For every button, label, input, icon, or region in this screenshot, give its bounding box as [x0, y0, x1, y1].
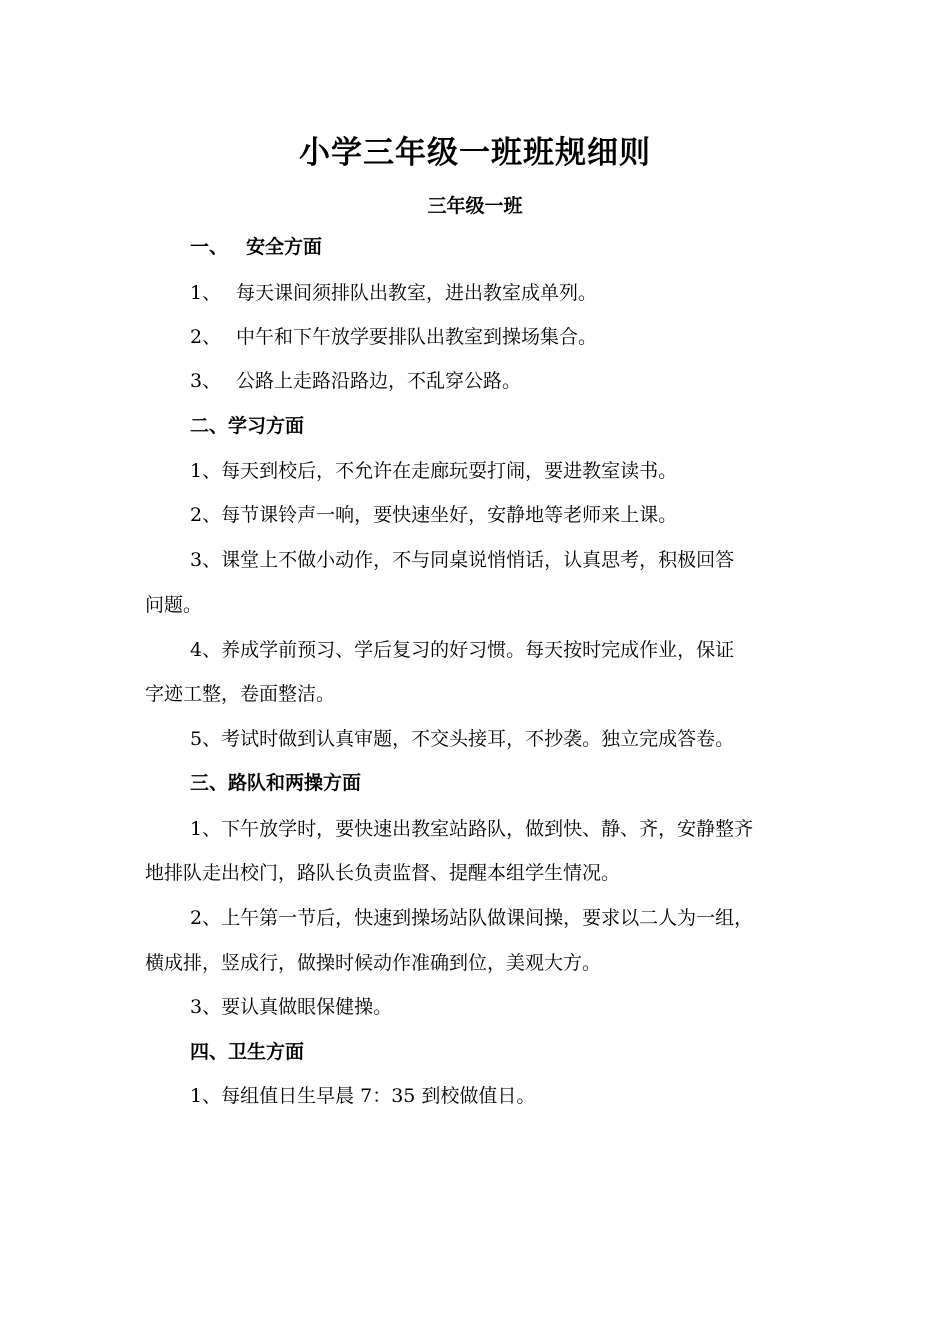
section-heading-number: 一、	[190, 236, 229, 258]
list-item	[145, 368, 870, 394]
list-item-number: 1、	[190, 282, 222, 304]
list-item-number: 2、	[190, 326, 222, 348]
list-item-number: 3、	[190, 370, 222, 392]
list-item: 1、下午放学时，要快速出教室站路队，做到快、静、齐，安静整齐	[190, 818, 754, 840]
list-item: 3、要认真做眼保健操。	[190, 996, 393, 1018]
list-item: 5、考试时做到认真审题，不交头接耳，不抄袭。独立完成答卷。	[190, 728, 735, 750]
section-heading-hygiene: 四、卫生方面	[190, 1041, 305, 1063]
list-item-continuation: 横成排，竖成行，做操时候动作准确到位，美观大方。	[145, 952, 602, 974]
section-heading-text: 安全方面	[246, 236, 323, 258]
list-item-continuation: 地排队走出校门，路队长负责监督、提醒本组学生情况。	[145, 862, 621, 884]
list-item: 2、每节课铃声一响，要快速坐好，安静地等老师来上课。	[190, 504, 678, 526]
list-item-continuation: 问题。	[145, 594, 203, 616]
section-heading-safety	[145, 234, 870, 260]
list-item	[145, 280, 870, 306]
list-item-text: 每天课间须排队出教室，进出教室成单列。	[236, 282, 598, 304]
list-item: 4、养成学前预习、学后复习的好习惯。每天按时完成作业，保证	[190, 639, 735, 661]
list-item: 2、上午第一节后，快速到操场站队做课间操，要求以二人为一组，	[190, 907, 754, 929]
section-heading-study: 二、学习方面	[190, 415, 305, 437]
list-item: 1、每组值日生早晨 7：35 到校做值日。	[190, 1085, 536, 1107]
document-title: 小学三年级一班班规细则	[299, 135, 651, 171]
list-item	[145, 324, 870, 350]
document-subtitle: 三年级一班	[427, 195, 523, 217]
list-item: 1、每天到校后，不允许在走廊玩耍打闹，要进教室读书。	[190, 460, 678, 482]
list-item: 3、课堂上不做小动作，不与同桌说悄悄话，认真思考，积极回答	[190, 549, 735, 571]
list-item-text: 中午和下午放学要排队出教室到操场集合。	[236, 326, 598, 348]
list-item-text: 公路上走路沿路边，不乱穿公路。	[236, 370, 522, 392]
list-item-continuation: 字迹工整，卷面整洁。	[145, 683, 336, 705]
section-heading-lineup: 三、路队和两操方面	[190, 772, 362, 794]
